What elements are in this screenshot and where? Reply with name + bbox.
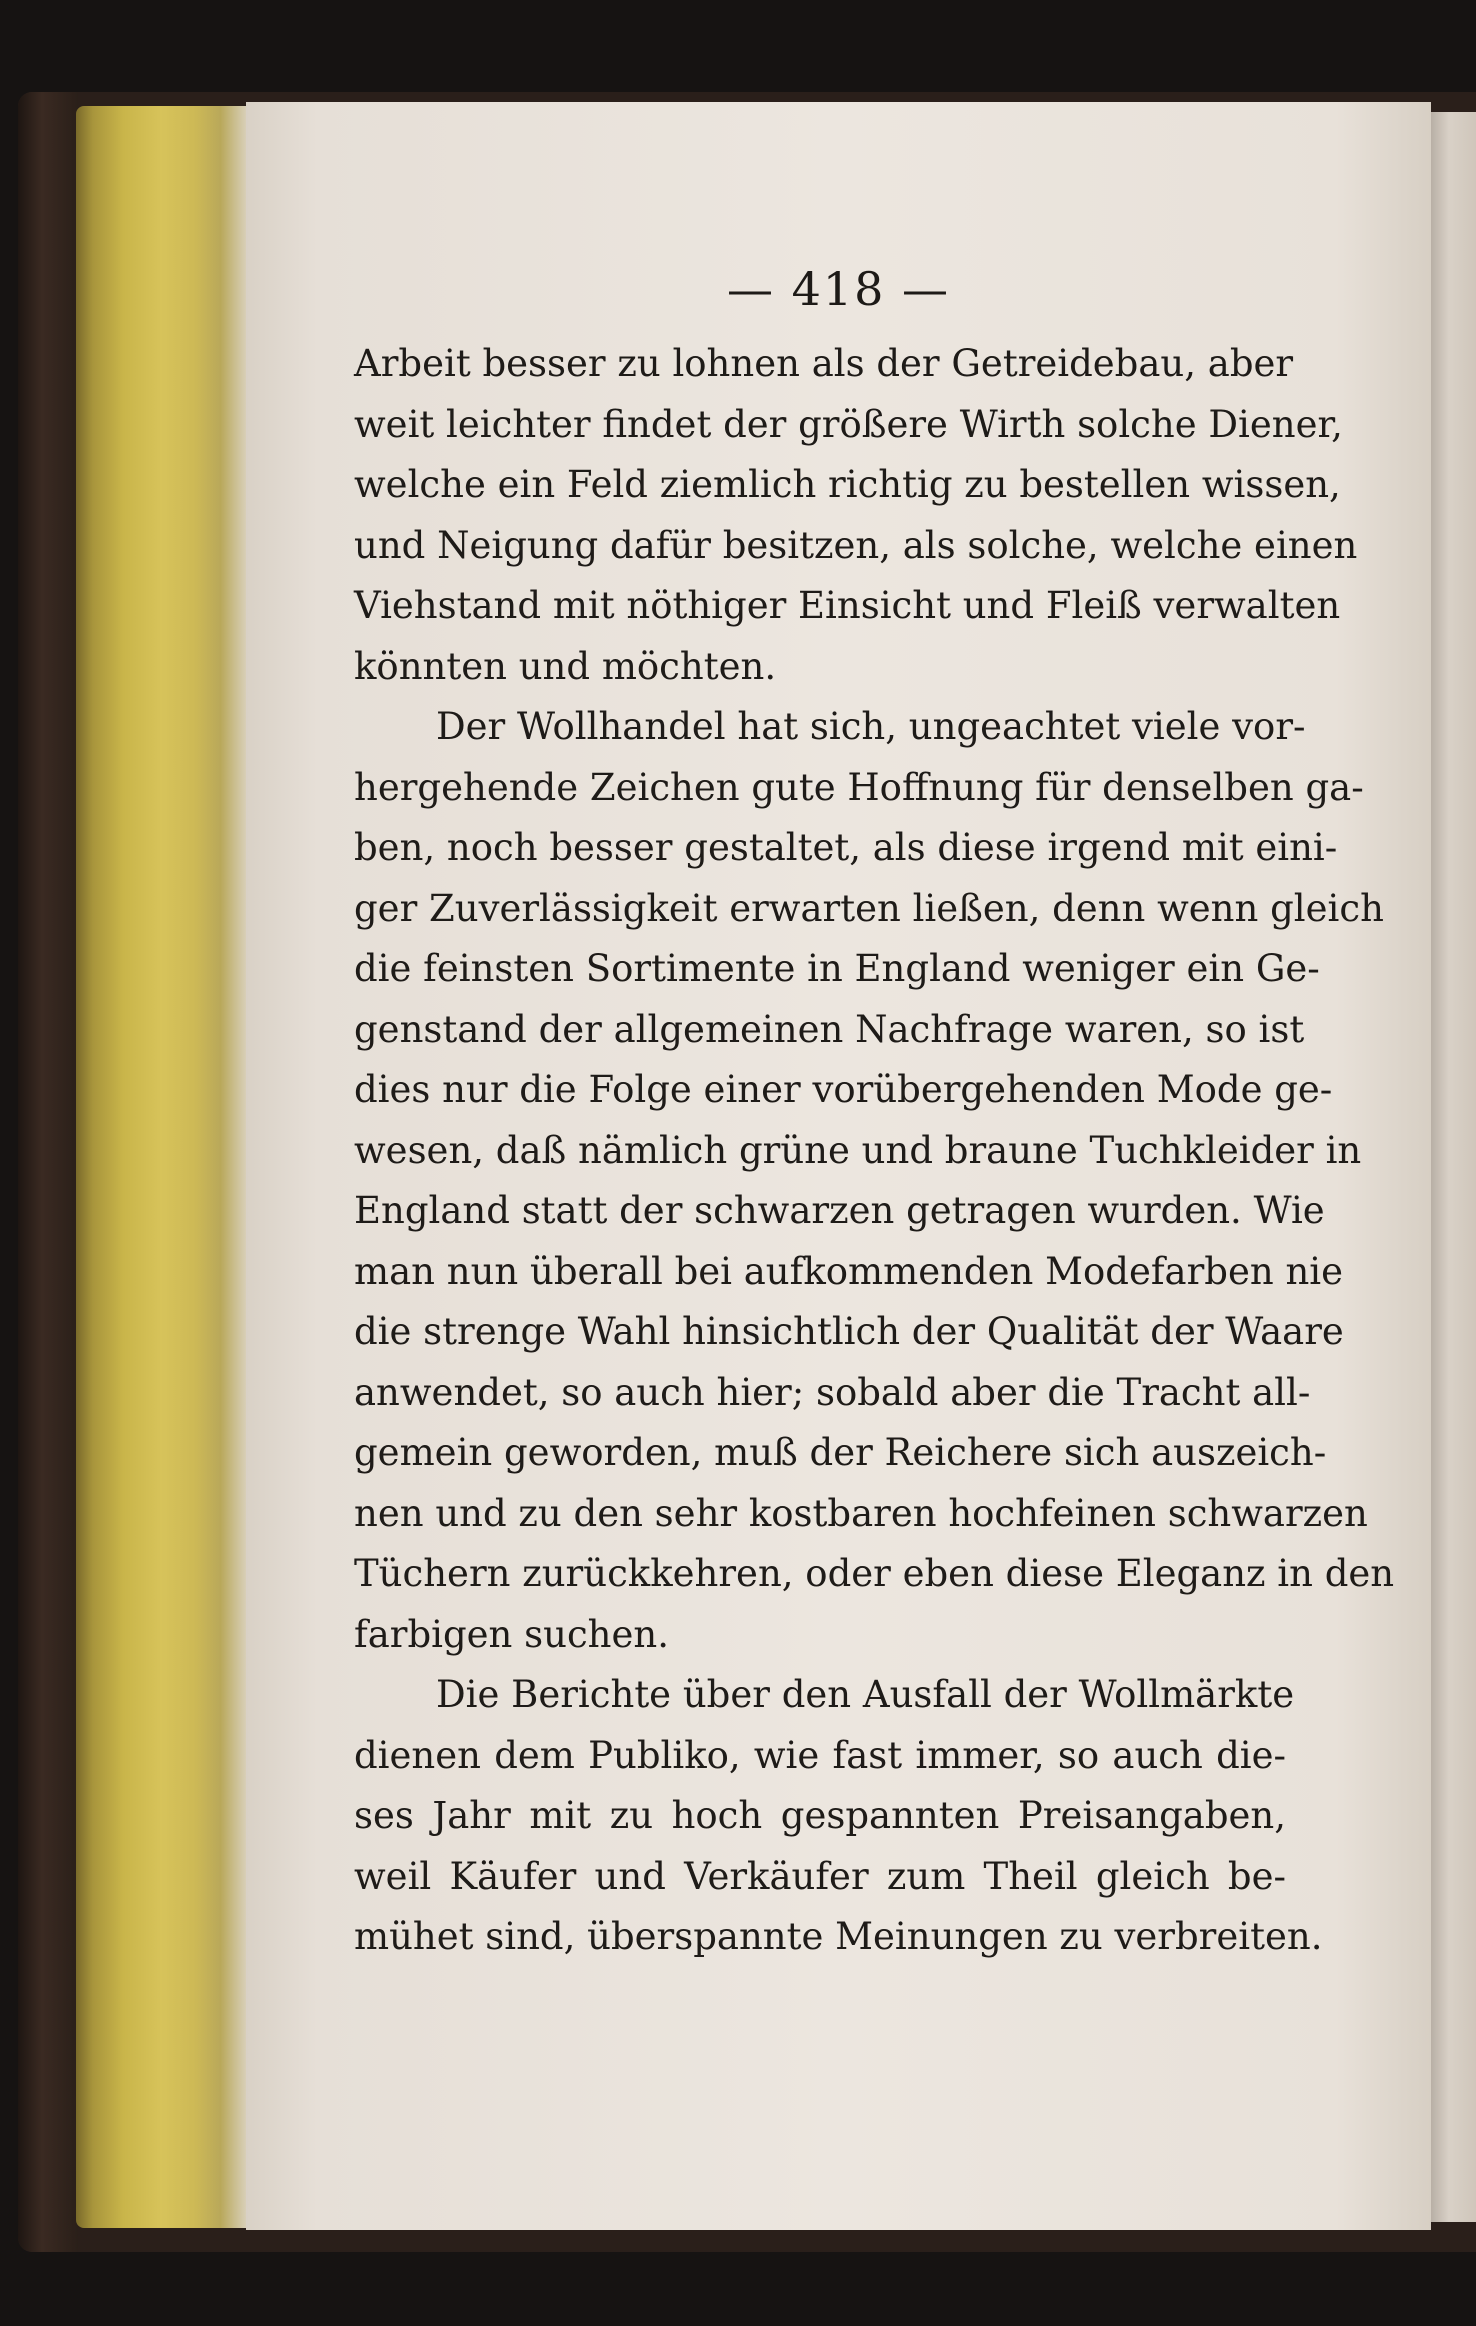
text-line: ben, noch besser gestaltet, als diese irgend mit eini- <box>354 826 1338 869</box>
text-line: Viehstand mit nöthiger Einsicht und Fleiß verwalten <box>354 584 1341 627</box>
text-line: man nun überall bei aufkommenden Modefarben nie <box>354 1249 1344 1293</box>
gilded-page-edges <box>76 106 246 2228</box>
text-line: England statt der schwarzen getragen wurden. Wie <box>354 1189 1325 1232</box>
text-line: könnten und möchten. <box>354 644 777 688</box>
book-cover-edge <box>18 92 78 2252</box>
text-line: nen und zu den sehr kostbaren hochfeinen schwarzen <box>354 1491 1368 1535</box>
text-line: dienen dem Publiko, wie fast immer, so auch die- <box>354 1733 1286 1777</box>
text-line: Arbeit besser zu lohnen als der Getreidebau, aber <box>354 342 1294 385</box>
text-line: dies nur die Folge einer vorübergehenden Mode ge- <box>354 1068 1333 1111</box>
text-line: die strenge Wahl hinsichtlich der Qualität der Waare <box>354 1310 1344 1353</box>
book <box>18 92 1476 2252</box>
text-line: Die Berichte über den Ausfall der Wollmärkte <box>436 1673 1295 1716</box>
page-number: — 418 — <box>726 262 951 316</box>
text-line: gemein geworden, muß der Reichere sich auszeich- <box>354 1431 1327 1474</box>
text-line: hergehende Zeichen gute Hoffnung für denselben ga- <box>354 765 1364 809</box>
text-line: anwendet, so auch hier; sobald aber die Tracht all- <box>354 1370 1311 1414</box>
text-line: Der Wollhandel hat sich, ungeachtet viele vor- <box>436 705 1306 748</box>
text-line: wesen, daß nämlich grüne und braune Tuchkleider in <box>354 1128 1362 1172</box>
next-leaf-edge <box>1431 112 1476 2222</box>
text-line: weit leichter findet der größere Wirth solche Diener, <box>354 402 1343 446</box>
text-line: ger Zuverlässigkeit erwarten ließen, denn wenn gleich <box>354 886 1384 930</box>
page-text <box>354 334 1395 1968</box>
text-line: farbigen suchen. <box>354 1612 669 1656</box>
text-line: und Neigung dafür besitzen, als solche, welche einen <box>354 523 1358 567</box>
text-line: welche ein Feld ziemlich richtig zu bestellen wissen, <box>354 463 1341 506</box>
text-line: genstand der allgemeinen Nachfrage waren, so ist <box>354 1007 1305 1051</box>
book-page <box>246 102 1431 2230</box>
text-line: Tüchern zurückkehren, oder eben diese Eleganz in den <box>354 1552 1395 1595</box>
text-line: die feinsten Sortimente in England weniger ein Ge- <box>354 947 1320 990</box>
text-line: mühet sind, überspannte Meinungen zu verbreiten. <box>354 1915 1323 1958</box>
text-line: weil Käufer und Verkäufer zum Theil gleich be- <box>354 1854 1286 1898</box>
text-line: ses Jahr mit zu hoch gespannten Preisangaben, <box>354 1794 1286 1837</box>
